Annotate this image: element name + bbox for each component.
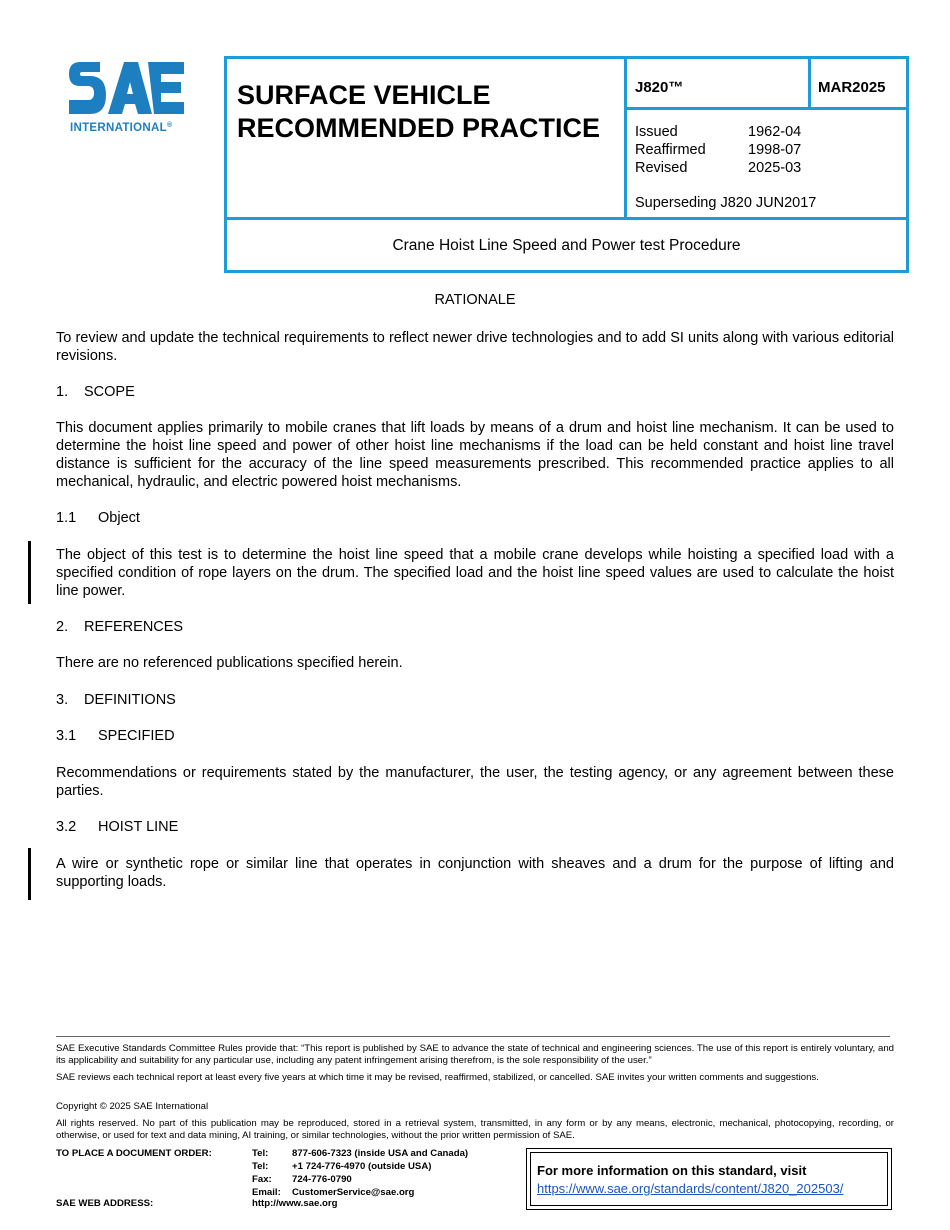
section-1-1-title: Object <box>98 510 140 526</box>
rationale-heading: RATIONALE <box>434 292 516 308</box>
superseding-note: Superseding J820 JUN2017 <box>635 195 817 211</box>
scope-text: This document applies primarily to mobile cranes that lift loads by means of a drum and hoist line mechanism. It can be used to determine the hoist line speed and power of other hoist line mechanisms if the load can be held constant and hoist line travel distance is sufficient for the accuracy of the line speed measurements prescribed. This recommended practice applies to all mechanical, hydraulic, and electric powered hoist mechanisms. <box>56 420 894 490</box>
logo-subtitle: INTERNATIONAL <box>70 122 167 134</box>
tel2-label: Tel: <box>252 1161 269 1172</box>
section-3-1-number: 3.1 <box>56 728 77 744</box>
header-subject-cell <box>224 217 909 273</box>
copyright-notice: Copyright © 2025 SAE International <box>56 1101 209 1112</box>
references-text: There are no referenced publications specified herein. <box>56 655 403 671</box>
web-address-label: SAE WEB ADDRESS: <box>56 1198 154 1209</box>
sae-wordmark-icon <box>66 58 186 120</box>
fax-value: 724-776-0790 <box>292 1174 352 1185</box>
section-2-heading <box>56 618 183 636</box>
issued-label: Issued <box>635 124 678 140</box>
header-doc-date-cell <box>808 56 909 110</box>
order-tel-row <box>252 1148 468 1161</box>
header-doc-number-cell <box>624 56 811 110</box>
review-notice: SAE reviews each technical report at least every five years at which time it may be revised, reaffirmed, stabilized, or cancelled. SAE invites your written comments and suggestions. <box>56 1072 819 1083</box>
web-address-link[interactable]: http://www.sae.org <box>252 1198 338 1209</box>
fax-label: Fax: <box>252 1174 272 1185</box>
section-3-number: 3. <box>56 692 69 708</box>
tel2-value: +1 724-776-4970 (outside USA) <box>292 1161 432 1172</box>
more-info-title: For more information on this standard, visit <box>537 1163 807 1178</box>
doc-type-line2: RECOMMENDED PRACTICE <box>237 113 601 143</box>
order-fax-row <box>252 1174 352 1187</box>
email-label: Email: <box>252 1187 281 1198</box>
specified-definition-text: Recommendations or requirements stated by the manufacturer, the user, the testing agency, or any agreement between these parties. <box>56 765 894 799</box>
reaffirmed-row <box>635 142 802 158</box>
header-issue-cell <box>624 107 909 220</box>
section-1-1-number: 1.1 <box>56 510 77 526</box>
section-3-heading <box>56 691 176 709</box>
hoist-line-definition-text: A wire or synthetic rope or similar line that operates in conjunction with sheaves and a drum for the purpose of lifting and supporting loads. <box>56 856 894 890</box>
rights-notice: All rights reserved. No part of this publication may be reproduced, stored in a retrieval system, transmitted, in any form or by any means, electronic, mechanical, photocopying, recording, or otherwise, or used for text and data mining, AI training, or similar technologies, without the prior written permission of SAE. <box>56 1118 894 1141</box>
change-bar <box>28 541 31 604</box>
sae-logo <box>66 58 192 138</box>
section-1-1-heading <box>56 509 140 527</box>
object-text: The object of this test is to determine the hoist line speed that a mobile crane develops while hoisting a specified load with a specified condition of rope layers on the drum. The specified load and the hoist line speed values are used to calculate the hoist line power. <box>56 547 894 599</box>
doc-type-line1: SURFACE VEHICLE <box>237 80 491 110</box>
doc-number: J820™ <box>635 79 684 96</box>
standards-rules-notice: SAE Executive Standards Committee Rules provide that: “This report is published by SAE to advance the state of technical and engineering sciences. The use of this report is entirely voluntary, and its applicability and suitability for any particular use, including any patent infringement arising therefrom, is the sole responsibility of the user.” <box>56 1043 894 1066</box>
rationale-text: To review and update the technical requirements to reflect newer drive technologies and to add SI units along with various editorial revisions. <box>56 330 894 364</box>
reaffirmed-value: 1998-07 <box>748 142 802 158</box>
section-3-title: DEFINITIONS <box>84 692 176 708</box>
document-subject: Crane Hoist Line Speed and Power test Procedure <box>392 237 741 254</box>
revised-value: 2025-03 <box>748 160 802 176</box>
revised-label: Revised <box>635 160 688 176</box>
header-title-cell <box>224 56 627 220</box>
section-1-number: 1. <box>56 384 69 400</box>
more-info-box <box>526 1148 892 1210</box>
issued-value: 1962-04 <box>748 124 802 140</box>
section-3-2-title: HOIST LINE <box>98 819 179 835</box>
order-label: TO PLACE A DOCUMENT ORDER: <box>56 1148 212 1159</box>
registered-mark: ® <box>166 122 173 129</box>
section-2-number: 2. <box>56 619 69 635</box>
email-value[interactable]: CustomerService@sae.org <box>292 1187 415 1198</box>
section-3-2-number: 3.2 <box>56 819 77 835</box>
section-3-1-title: SPECIFIED <box>98 728 175 744</box>
section-1-heading <box>56 383 135 401</box>
section-3-1-heading <box>56 727 175 745</box>
doc-date: MAR2025 <box>818 79 886 96</box>
standard-url-link[interactable]: https://www.sae.org/standards/content/J820_202503/ <box>537 1181 844 1196</box>
change-bar <box>28 848 31 900</box>
order-tel2-row <box>252 1161 431 1174</box>
tel-label: Tel: <box>252 1148 269 1159</box>
footer-divider <box>56 1036 890 1037</box>
issued-row <box>635 124 802 140</box>
revised-row <box>635 160 802 176</box>
section-1-title: SCOPE <box>84 384 135 400</box>
section-2-title: REFERENCES <box>84 619 184 635</box>
tel-value: 877-606-7323 (inside USA and Canada) <box>292 1148 469 1159</box>
section-3-2-heading <box>56 818 178 836</box>
reaffirmed-label: Reaffirmed <box>635 142 706 158</box>
